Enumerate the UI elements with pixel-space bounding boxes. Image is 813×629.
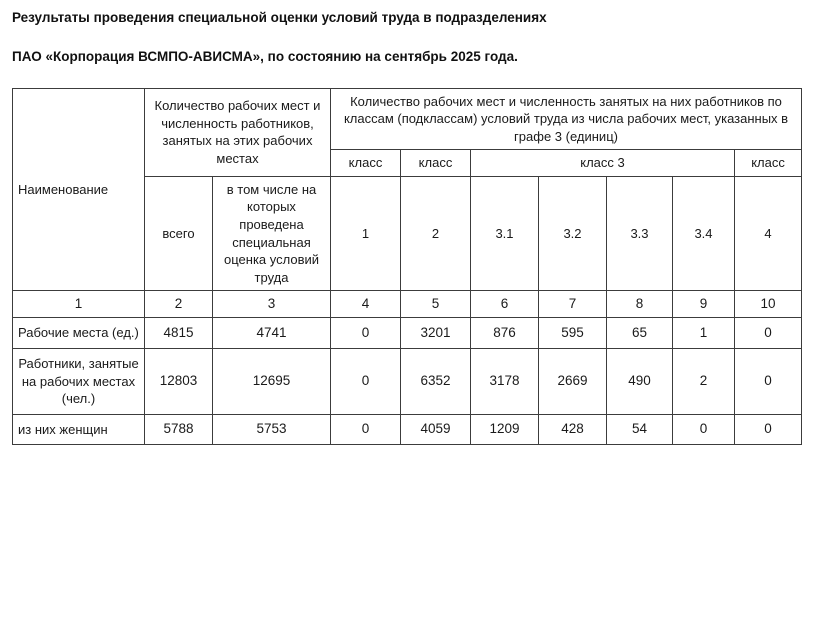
cell-workplaces-class34: 1 bbox=[673, 318, 735, 349]
row-label-women: из них женщин bbox=[13, 414, 145, 445]
cell-workers-class32: 2669 bbox=[539, 348, 607, 414]
cell-workers-sout: 12695 bbox=[213, 348, 331, 414]
cell-women-class32: 428 bbox=[539, 414, 607, 445]
header-cell-class3-title: класс 3 bbox=[471, 150, 735, 177]
colnum-2: 2 bbox=[145, 291, 213, 318]
cell-workers-class31: 3178 bbox=[471, 348, 539, 414]
header-cell-class2-word: класс bbox=[401, 150, 471, 177]
cell-women-total: 5788 bbox=[145, 414, 213, 445]
cell-women-class31: 1209 bbox=[471, 414, 539, 445]
header-cell-class32: 3.2 bbox=[539, 176, 607, 290]
cell-workplaces-total: 4815 bbox=[145, 318, 213, 349]
colnum-9: 9 bbox=[673, 291, 735, 318]
title-line-1: Результаты проведения специальной оценки условий труда в подразделениях bbox=[12, 10, 547, 25]
cell-workers-class33: 490 bbox=[607, 348, 673, 414]
colnum-8: 8 bbox=[607, 291, 673, 318]
table-row bbox=[13, 414, 802, 445]
header-row-1 bbox=[13, 88, 802, 150]
title-line-2: ПАО «Корпорация ВСМПО-АВИСМА», по состоянию на сентябрь 2025 года. bbox=[12, 48, 518, 64]
header-cell-classes-group: Количество рабочих мест и численность занятых на них работников по классам (подклассам) условий труда из числа рабочих мест, указанных в графе 3 (единиц) bbox=[331, 88, 802, 150]
cell-workers-class1: 0 bbox=[331, 348, 401, 414]
cell-women-class2: 4059 bbox=[401, 414, 471, 445]
cell-workers-class34: 2 bbox=[673, 348, 735, 414]
header-cell-count-group: Количество рабочих мест и численность работников, занятых на этих рабочих местах bbox=[145, 88, 331, 176]
cell-women-sout: 5753 bbox=[213, 414, 331, 445]
table-row bbox=[13, 318, 802, 349]
colnum-10: 10 bbox=[735, 291, 802, 318]
cell-women-class33: 54 bbox=[607, 414, 673, 445]
colnum-6: 6 bbox=[471, 291, 539, 318]
cell-workplaces-class31: 876 bbox=[471, 318, 539, 349]
cell-women-class4: 0 bbox=[735, 414, 802, 445]
cell-workers-class2: 6352 bbox=[401, 348, 471, 414]
row-label-workers: Работники, занятые на рабочих местах (чел.) bbox=[13, 348, 145, 414]
header-cell-sout: в том числе на которых проведена специальная оценка условий труда bbox=[213, 176, 331, 290]
cell-workers-total: 12803 bbox=[145, 348, 213, 414]
cell-workplaces-sout: 4741 bbox=[213, 318, 331, 349]
colnum-5: 5 bbox=[401, 291, 471, 318]
header-cell-class2-num: 2 bbox=[401, 176, 471, 290]
header-cell-name: Наименование bbox=[13, 88, 145, 290]
column-number-row bbox=[13, 291, 802, 318]
cell-workplaces-class32: 595 bbox=[539, 318, 607, 349]
row-label-workplaces: Рабочие места (ед.) bbox=[13, 318, 145, 349]
cell-workplaces-class4: 0 bbox=[735, 318, 802, 349]
header-cell-class31: 3.1 bbox=[471, 176, 539, 290]
header-cell-total: всего bbox=[145, 176, 213, 290]
colnum-3: 3 bbox=[213, 291, 331, 318]
cell-workplaces-class2: 3201 bbox=[401, 318, 471, 349]
header-cell-class1-word: класс bbox=[331, 150, 401, 177]
colnum-7: 7 bbox=[539, 291, 607, 318]
cell-workplaces-class1: 0 bbox=[331, 318, 401, 349]
header-cell-class1-num: 1 bbox=[331, 176, 401, 290]
table-row bbox=[13, 348, 802, 414]
cell-workplaces-class33: 65 bbox=[607, 318, 673, 349]
colnum-4: 4 bbox=[331, 291, 401, 318]
colnum-1: 1 bbox=[13, 291, 145, 318]
header-cell-class34: 3.4 bbox=[673, 176, 735, 290]
header-cell-class4-num: 4 bbox=[735, 176, 802, 290]
cell-women-class1: 0 bbox=[331, 414, 401, 445]
header-cell-class33: 3.3 bbox=[607, 176, 673, 290]
cell-women-class34: 0 bbox=[673, 414, 735, 445]
cell-workers-class4: 0 bbox=[735, 348, 802, 414]
document-title bbox=[12, 10, 801, 66]
sout-results-table bbox=[12, 88, 802, 445]
header-cell-class4-word: класс bbox=[735, 150, 802, 177]
